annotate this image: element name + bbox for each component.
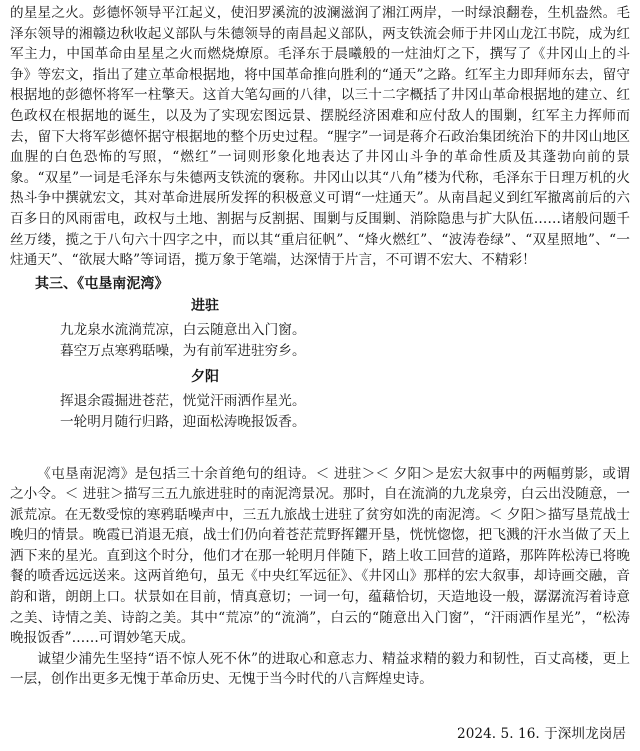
poem-line: 九龙泉水流淌荒凉，白云随意出入门窗。 [60,321,306,338]
analysis-paragraph: 《屯垦南泥湾》是包括三十余首绝句的组诗。＜ 进驻＞＜ 夕阳＞是宏大叙事中的两幅剪影，或谓之小令。＜ 进驻＞描写三五九旅进驻时的南泥湾景况。那时，自在流淌的九龙泉旁，白云出没随意，一派荒凉。在无数受惊的寒鸦聒噪声中，三五九旅战士进驻了贫穷如洗的南泥湾。＜ 夕阳＞描写垦荒战士晚归的情景。晚霞已消退无痕，战士们仍向着苍茫荒野挥鑺开垦，恍恍惚惚，把飞溅的汗水当做了天上洒下来的星光。直到这个时分，他们才在那一轮明月伴随下，踏上收工回营的道路，那阵阵松涛已将晚餐的喷香远远送来。这两首绝句，虽无《中央红军远征》、《井冈山》那样的宏大叙事，却诗画交融，音韵和谐，朗朗上口。状景如在目前，情真意切；一词一句，蕴藉恰切，天造地设一般，潺潺流泻着诗意之美、诗情之美、诗韵之美。其中“荒凉”的“流淌”，白云的“随意出入门窗”，“汗雨洒作星光”，“松涛晚报饭香”……可谓妙笔天成。 [10,465,630,647]
poem-line: 暮空万点寒鸦聒噪，为有前军进驻穷乡。 [60,343,306,360]
signature-date-place: 2024. 5. 16. 于深圳龙岗居 [457,726,626,743]
section-title: 其三、《屯垦南泥湾》 [35,275,169,292]
closing-paragraph: 诚望少浦先生坚持“语不惊人死不休”的进取心和意志力、精益求精的毅力和韧性，百丈高楼，更上一层，创作出更多无愧于革命历史、无愧于当今时代的八言辉煌史诗。 [10,650,630,688]
poem-title: 进驻 [191,298,220,315]
poem-xiyang [10,367,630,434]
poem-line: 一轮明月随行归路，迎面松涛晚报饭香。 [60,414,306,430]
poem-line: 挥退余霞掘进苍茫，恍觉汗雨洒作星光。 [60,392,306,409]
poem-title: 夕阳 [191,368,220,385]
poem-jinzhu [10,296,630,363]
intro-paragraph: 的星星之火。彭德怀领导平江起义，使汨罗溪流的波澜滋润了湘江两岸，一时绿浪翻卷，生机盎然。毛泽东领导的湘赣边秋收起义部队与朱德领导的南昌起义部队，两支铁流会师于井冈山龙江书院，成为红军主力，中国革命由星星之火而燃烧燎原。毛泽东于晨曦般的一炷油灯之下，撰写了《井冈山上的斗争》等宏文，指出了建立革命根据地，将中国革命推向胜利的“通天”之路。红军主力即拜师东去，留守根据地的彭德怀将军一柱擎天。这首大笔勾画的八律，以三十二字概括了井冈山革命根据地的建立、红色政权在根据地的诞生，以及为了实现宏图远景、摆脱经济困难和应付敌人的围剿，红军主力挥师而去，留下大将军彭德怀据守根据地的整个历史过程。“腥字”一词是蒋介石政治集团统治下的井冈山地区血腥的白色恐怖的写照，“燃红”一词则形象化地表达了井冈山斗争的革命性质及其蓬勃向前的景象。“双星”一词是毛泽东与朱德两支铁流的褒称。井冈山以其“八角”楼为代称，毛泽东于日理万机的火热斗争中撰就宏文，其对革命进展所发挥的积极意义可谓“一炷通天”。从南昌起义到红军撤离前后的六百多日的风雨雷电，政权与土地、割据与反割据、围剿与反围剿、消除隐患与扩大队伍……诸般问题千丝万缕，揽之于八句六十四字之中，而以其“重启征帆”、“烽火燃红”、“波涛卷绿”、“双星照地”、“一炷通天”、“欲展大略”等词语，揽万象于笔端，达深情于片言，不可谓不宏大、不精彩！ [10,5,630,269]
